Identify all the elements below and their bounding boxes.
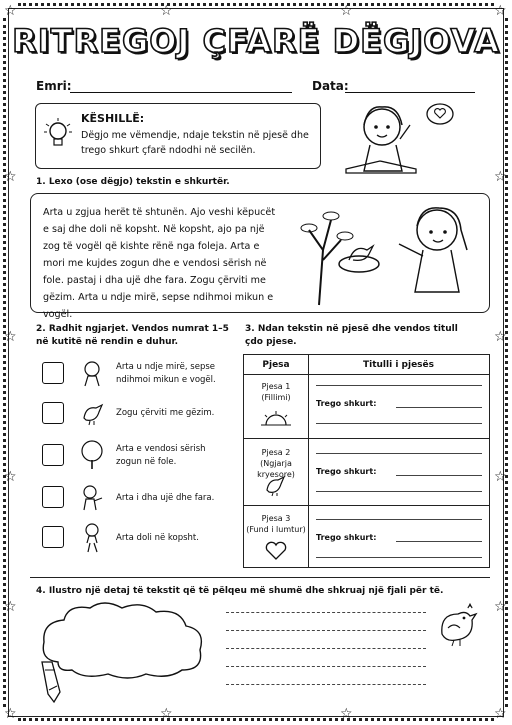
event-text-1: Arta u ndje mirë, sepse ndihmoi mikun e vogël. bbox=[116, 362, 216, 385]
date-label: Data: bbox=[312, 79, 349, 93]
bird-icon bbox=[436, 604, 480, 648]
answer-line[interactable] bbox=[316, 491, 482, 492]
star-icon: ☆ bbox=[494, 169, 507, 185]
table-header bbox=[244, 355, 489, 375]
border-dots-top bbox=[18, 3, 494, 7]
section3-heading-line1: 3. Ndan tekstin në pjesë dhe vendos titull bbox=[245, 324, 458, 334]
date-field[interactable] bbox=[345, 92, 475, 93]
title-line[interactable] bbox=[316, 385, 482, 386]
short-label-1: Trego shkurt: bbox=[316, 399, 377, 408]
part-sub: (Fillimi) bbox=[261, 393, 291, 402]
answer-line[interactable] bbox=[396, 475, 482, 476]
event-text-2: Zogu çërviti me gëzim. bbox=[116, 408, 215, 418]
row-divider bbox=[244, 438, 489, 439]
part-label-3 bbox=[244, 513, 308, 535]
star-icon: ☆ bbox=[494, 599, 507, 615]
section2-heading-line1: 2. Radhit ngjarjet. Vendos numrat 1–5 bbox=[36, 324, 229, 334]
answer-line[interactable] bbox=[396, 407, 482, 408]
event-text-5: Arta doli në kopsht. bbox=[116, 533, 199, 543]
part-sub: (Ngjarja kryesore) bbox=[257, 459, 295, 479]
part-name: Pjesa 3 bbox=[261, 514, 291, 523]
heart-speech-bubble-icon bbox=[426, 103, 456, 127]
bird-icon bbox=[80, 402, 106, 426]
girl-feeding-icon bbox=[78, 484, 106, 512]
order-box-1[interactable] bbox=[42, 362, 64, 384]
column-divider bbox=[308, 355, 309, 567]
row-divider bbox=[244, 505, 489, 506]
col-part-header: Pjesa bbox=[262, 360, 290, 370]
star-icon: ☆ bbox=[494, 3, 507, 19]
answer-line[interactable] bbox=[396, 541, 482, 542]
writing-line[interactable] bbox=[226, 648, 426, 649]
section2-heading-line2: në kutitë në rendin e duhur. bbox=[36, 337, 179, 347]
order-box-3[interactable] bbox=[42, 444, 64, 466]
sunrise-icon bbox=[261, 411, 291, 427]
star-icon: ☆ bbox=[340, 706, 353, 722]
star-icon: ☆ bbox=[4, 3, 17, 19]
col-title-header: Titulli i pjesës bbox=[363, 360, 434, 370]
tips-title: KËSHILLË: bbox=[81, 112, 145, 125]
heart-icon bbox=[265, 541, 287, 561]
section4-heading: 4. Ilustro një detaj të tekstit që të pëlqeu më shumë dhe shkruaj një fjali për të. bbox=[36, 586, 444, 596]
girl-icon bbox=[80, 360, 104, 388]
star-icon: ☆ bbox=[160, 3, 173, 19]
event-text-3: Arta e vendosi sërish zogun në fole. bbox=[116, 444, 206, 467]
short-label-2: Trego shkurt: bbox=[316, 467, 377, 476]
title-line[interactable] bbox=[316, 519, 482, 520]
tree-icon bbox=[78, 440, 106, 470]
order-box-4[interactable] bbox=[42, 486, 64, 508]
border-dots-bottom bbox=[18, 718, 494, 722]
star-icon: ☆ bbox=[494, 706, 507, 722]
girl-walking-icon bbox=[80, 523, 104, 553]
page-title: RITREGOJ ÇFARË DËGJOVA bbox=[12, 22, 500, 60]
part-name: Pjesa 2 bbox=[261, 448, 291, 457]
writing-line[interactable] bbox=[226, 612, 426, 613]
star-icon: ☆ bbox=[494, 469, 507, 485]
event-text-4: Arta i dha ujë dhe fara. bbox=[116, 493, 215, 503]
pencil-icon bbox=[36, 660, 68, 704]
section-divider bbox=[30, 577, 490, 578]
part-name: Pjesa 1 bbox=[261, 382, 291, 391]
part-sub: (Fund i lumtur) bbox=[246, 525, 306, 534]
part-label-1 bbox=[244, 381, 308, 403]
parts-table bbox=[243, 354, 490, 568]
answer-line[interactable] bbox=[316, 423, 482, 424]
star-icon: ☆ bbox=[160, 706, 173, 722]
order-box-2[interactable] bbox=[42, 402, 64, 424]
section1-heading: 1. Lexo (ose dëgjo) tekstin e shkurtër. bbox=[36, 177, 230, 187]
star-icon: ☆ bbox=[340, 3, 353, 19]
writing-line[interactable] bbox=[226, 630, 426, 631]
star-icon: ☆ bbox=[4, 599, 17, 615]
star-icon: ☆ bbox=[4, 469, 17, 485]
story-text: Arta u zgjua herët të shtunën. Ajo veshi këpucët e saj dhe doli në kopsht. Në kopsht, ajo pa një zog të vogël që kishte rënë nga foleja. Arta e mori me kujdes zogun dhe e vendosi sërish në fole. pastaj i dha ujë dhe fara. Zogu çërviti me gëzim. Arta u ndje mirë, sepse ndihmoi mikun e vogël. bbox=[43, 207, 276, 320]
star-icon: ☆ bbox=[494, 329, 507, 345]
tips-text: Dëgjo me vëmendje, ndaje tekstin në pjesë dhe trego shkurt çfarë ndodhi në secilën. bbox=[81, 130, 309, 156]
star-icon: ☆ bbox=[4, 329, 17, 345]
writing-line[interactable] bbox=[226, 684, 426, 685]
girl-bird-nest-illustration bbox=[289, 200, 489, 310]
answer-line[interactable] bbox=[316, 557, 482, 558]
name-field[interactable] bbox=[70, 92, 292, 93]
star-icon: ☆ bbox=[4, 169, 17, 185]
order-box-5[interactable] bbox=[42, 526, 64, 548]
short-label-3: Trego shkurt: bbox=[316, 533, 377, 542]
story-box bbox=[30, 193, 490, 320]
bird-icon bbox=[263, 475, 289, 497]
lightbulb-icon bbox=[44, 118, 72, 152]
section3-heading-line2: çdo pjese. bbox=[245, 337, 297, 347]
tips-box bbox=[35, 103, 321, 169]
writing-line[interactable] bbox=[226, 666, 426, 667]
title-line[interactable] bbox=[316, 453, 482, 454]
star-icon: ☆ bbox=[4, 706, 17, 722]
name-label: Emri: bbox=[36, 79, 72, 93]
